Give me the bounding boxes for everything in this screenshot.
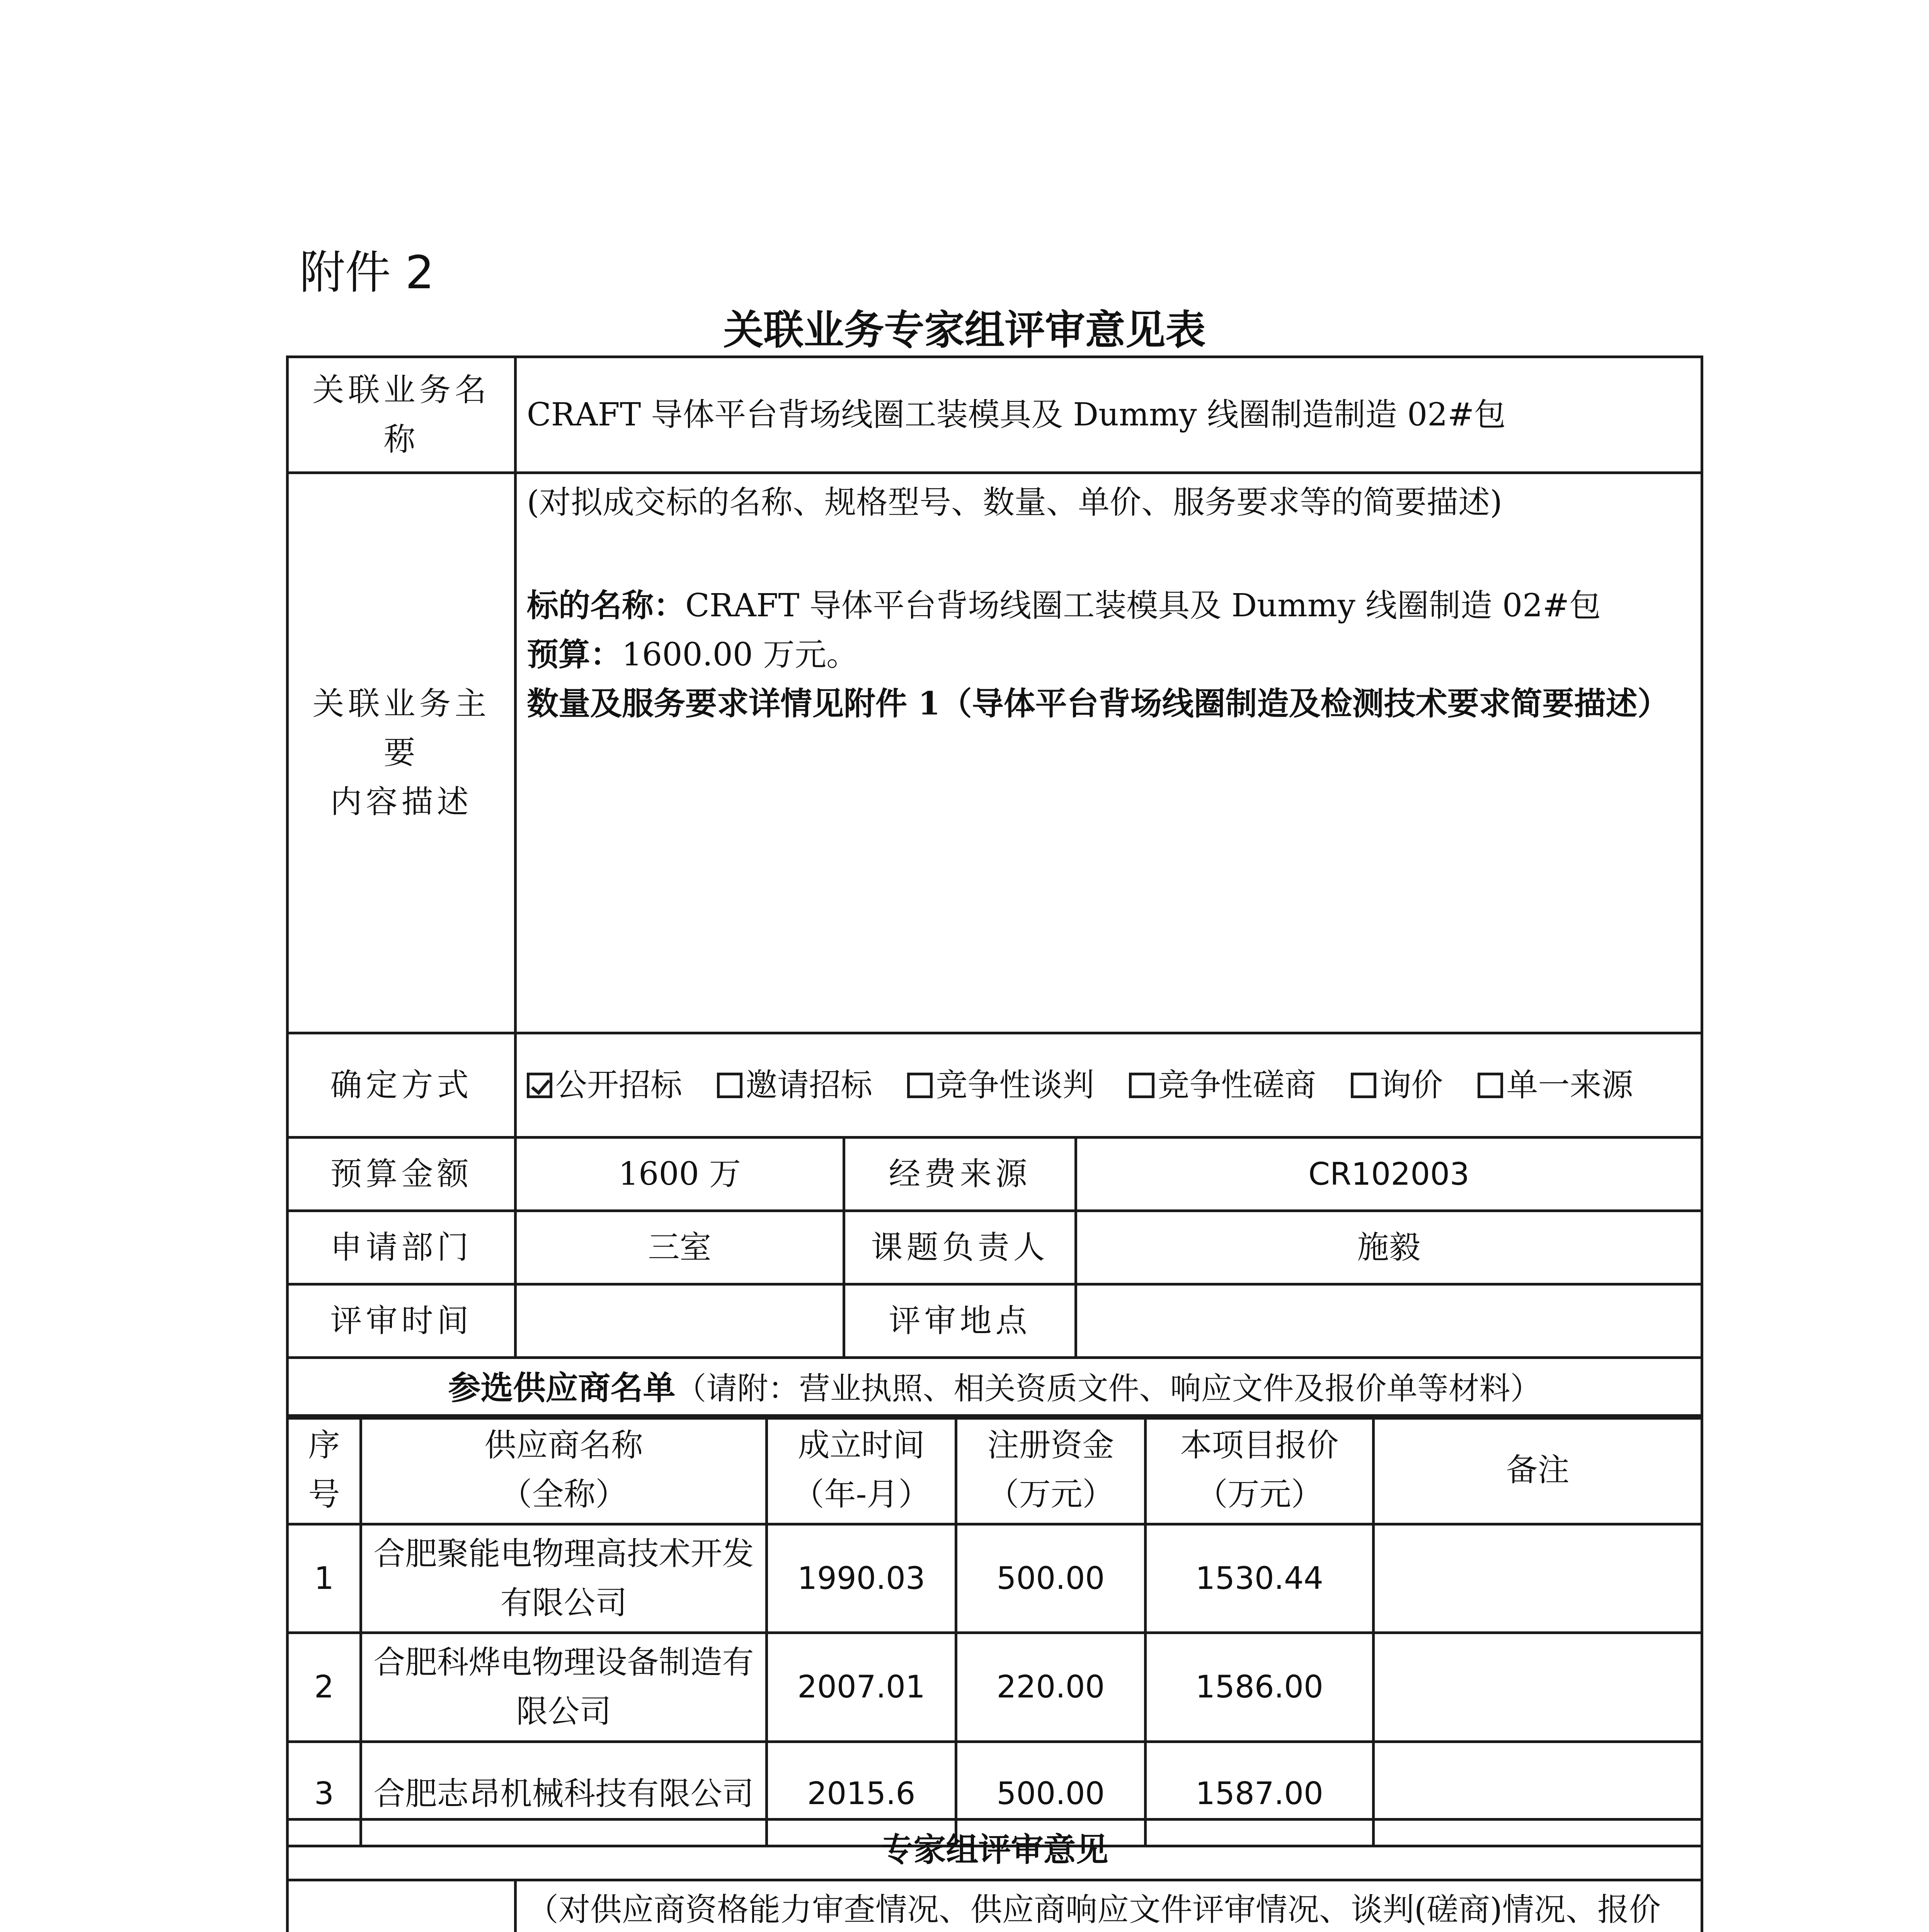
budget-line <box>527 630 1691 679</box>
method-option-invited-tender[interactable]: 邀请招标 <box>717 1061 872 1110</box>
budget-value: 1600.00 万元。 <box>622 636 858 673</box>
supplier-capital: 500.00 <box>956 1742 1146 1846</box>
department-label: 申请部门 <box>288 1211 516 1284</box>
table-row <box>288 1633 1702 1742</box>
supplier-founded: 2015.6 <box>767 1742 956 1846</box>
supplier-list-title-row <box>288 1358 1702 1418</box>
review-record-label <box>288 1880 516 1932</box>
budget-amount-label: 预算金额 <box>288 1138 516 1211</box>
fund-source-label: 经费来源 <box>844 1138 1076 1211</box>
supplier-name: 合肥志昂机械科技有限公司 <box>361 1742 767 1846</box>
review-time-value <box>516 1284 844 1358</box>
supplier-table <box>286 1414 1703 1847</box>
review-time-label: 评审时间 <box>288 1284 516 1358</box>
supplier-remark <box>1374 1633 1702 1742</box>
department-value: 三室 <box>516 1211 844 1284</box>
budget-amount-value: 1600 万 <box>516 1138 844 1211</box>
requirements-line: 数量及服务要求详情见附件 1（导体平台背场线圈制造及检测技术要求简要描述） <box>527 685 1669 723</box>
content-hint: (对拟成交标的名称、规格型号、数量、单价、服务要求等的简要描述) <box>527 484 1502 521</box>
supplier-list-note: （请附：营业执照、相关资质文件、响应文件及报价单等材料） <box>675 1371 1541 1406</box>
business-info-table <box>286 355 1703 1420</box>
supplier-no: 3 <box>288 1742 361 1846</box>
checkbox-icon[interactable] <box>907 1073 933 1098</box>
content-label-line-2: 内容描述 <box>330 784 473 821</box>
supplier-founded: 1990.03 <box>767 1524 956 1633</box>
method-options <box>516 1033 1702 1138</box>
supplier-founded: 2007.01 <box>767 1633 956 1742</box>
business-name-label: 关联业务名称 <box>288 357 516 473</box>
supplier-quote: 1586.00 <box>1146 1633 1374 1742</box>
col-header-capital: 注册资金 （万元） <box>956 1416 1146 1524</box>
review-hint: （对供应商资格能力审查情况、供应商响应文件评审情况、谈判(磋商)情况、报价 <box>527 1891 1661 1929</box>
department-leader-row <box>288 1211 1702 1284</box>
budget-label: 预算： <box>527 636 622 673</box>
checkbox-icon[interactable] <box>527 1073 552 1098</box>
expert-review-table <box>286 1818 1703 1932</box>
fund-source-value: CR102003 <box>1076 1138 1702 1211</box>
subject-label: 标的名称： <box>527 587 686 624</box>
method-label: 确定方式 <box>288 1033 516 1138</box>
expert-review-title-row <box>288 1820 1702 1880</box>
review-place-label: 评审地点 <box>844 1284 1076 1358</box>
supplier-name: 合肥科烨电物理设备制造有限公司 <box>361 1633 767 1742</box>
subject-line <box>527 581 1691 630</box>
supplier-header-row <box>288 1416 1702 1524</box>
review-place-value <box>1076 1284 1702 1358</box>
business-name-value: CRAFT 导体平台背场线圈工装模具及 Dummy 线圈制造制造 02#包 <box>516 357 1702 473</box>
business-name-row <box>288 357 1702 473</box>
supplier-capital: 220.00 <box>956 1633 1146 1742</box>
checkbox-icon[interactable] <box>1351 1073 1376 1098</box>
supplier-list-title-text: 参选供应商名单 <box>448 1369 676 1407</box>
method-option-single-source[interactable]: 单一来源 <box>1478 1061 1633 1110</box>
expert-review-row <box>288 1880 1702 1932</box>
supplier-capital: 500.00 <box>956 1524 1146 1633</box>
method-option-public-tender[interactable]: 公开招标 <box>527 1061 682 1110</box>
supplier-name: 合肥聚能电物理高技术开发有限公司 <box>361 1524 767 1633</box>
checkbox-icon[interactable] <box>1129 1073 1154 1098</box>
expert-review-title: 专家组评审意见 <box>288 1820 1702 1880</box>
form-title: 关联业务专家组评审意见表 <box>723 306 1206 354</box>
method-option-competitive-consultation[interactable]: 竞争性磋商 <box>1129 1061 1316 1110</box>
supplier-quote: 1530.44 <box>1146 1524 1374 1633</box>
budget-fund-row <box>288 1138 1702 1211</box>
business-content-row <box>288 473 1702 1033</box>
method-option-inquiry[interactable]: 询价 <box>1351 1061 1443 1110</box>
subject-value: CRAFT 导体平台背场线圈工装模具及 Dummy 线圈制造 02#包 <box>685 587 1601 624</box>
review-time-place-row <box>288 1284 1702 1358</box>
project-leader-value: 施毅 <box>1076 1211 1702 1284</box>
checkbox-icon[interactable] <box>1478 1073 1503 1098</box>
review-record-content <box>516 1880 1702 1932</box>
project-leader-label: 课题负责人 <box>844 1211 1076 1284</box>
attachment-label: 附件 2 <box>300 246 434 299</box>
table-row <box>288 1524 1702 1633</box>
supplier-no: 2 <box>288 1633 361 1742</box>
col-header-quote: 本项目报价 （万元） <box>1146 1416 1374 1524</box>
supplier-list-title <box>288 1358 1702 1418</box>
business-content-value <box>516 473 1702 1033</box>
method-option-competitive-negotiation[interactable]: 竞争性谈判 <box>907 1061 1094 1110</box>
supplier-remark <box>1374 1524 1702 1633</box>
business-content-label <box>288 473 516 1033</box>
checkbox-icon[interactable] <box>717 1073 742 1098</box>
method-row <box>288 1033 1702 1138</box>
supplier-no: 1 <box>288 1524 361 1633</box>
col-header-founded: 成立时间 （年-月） <box>767 1416 956 1524</box>
col-header-no: 序 号 <box>288 1416 361 1524</box>
col-header-remark: 备注 <box>1374 1416 1702 1524</box>
supplier-quote: 1587.00 <box>1146 1742 1374 1846</box>
col-header-supplier-name: 供应商名称 （全称） <box>361 1416 767 1524</box>
content-label-line-1: 关联业务主要 <box>312 685 490 771</box>
